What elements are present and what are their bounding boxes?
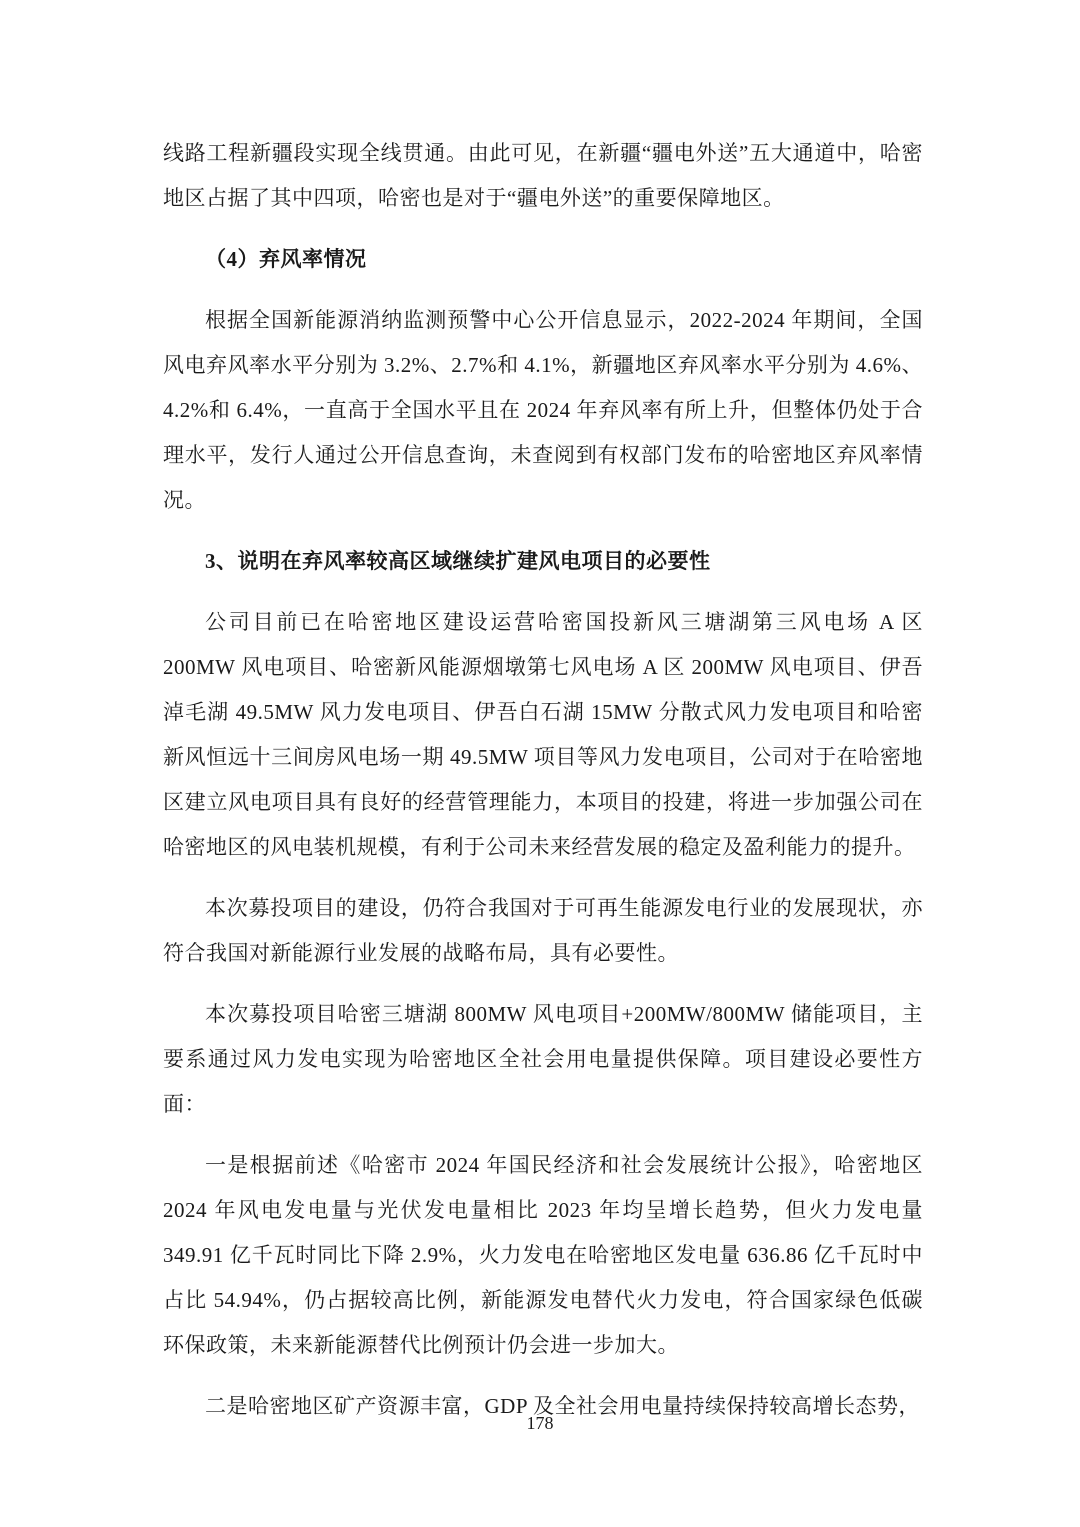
body-paragraph-continuation: 线路工程新疆段实现全线贯通。由此可见，在新疆“疆电外送”五大通道中，哈密地区占据了其中四项，哈密也是对于“疆电外送”的重要保障地区。 [163, 141, 923, 210]
body-paragraph-reason-two: 二是哈密地区矿产资源丰富，GDP 及全社会用电量持续保持较高增长态势， [205, 1394, 920, 1418]
document-body [163, 131, 923, 1445]
page-number: 178 [526, 1413, 554, 1433]
body-paragraph-curtailment-rates: 根据全国新能源消纳监测预警中心公开信息显示，2022-2024 年期间，全国风电弃风率水平分别为 3.2%、2.7%和 4.1%，新疆地区弃风率水平分别为 4.6%、4.2%和 6.4%，一直高于全国水平且在 2024 年弃风率有所上升，但整体仍处于合理水平，发行人通过公开信息查询，未查阅到有权部门发布的哈密地区弃风率情况。 [163, 308, 923, 512]
section-heading-necessity: 3、说明在弃风率较高区域继续扩建风电项目的必要性 [205, 549, 711, 573]
body-paragraph-reason-one: 一是根据前述《哈密市 2024 年国民经济和社会发展统计公报》，哈密地区 2024 年风电发电量与光伏发电量相比 2023 年均呈增长趋势，但火力发电量 349.91 亿千瓦时同比下降 2.9%，火力发电在哈密地区发电量 636.86 亿千瓦时中占比 54.94%，仍占据较高比例，新能源发电替代火力发电，符合国家绿色低碳环保政策，未来新能源替代比例预计仍会进一步加大。 [163, 1153, 923, 1357]
section-heading-qifenglv: （4）弃风率情况 [205, 247, 367, 271]
body-paragraph-project-construction: 本次募投项目的建设，仍符合我国对于可再生能源发电行业的发展现状，亦符合我国对新能源行业发展的战略布局，具有必要性。 [163, 896, 923, 965]
body-paragraph-fundraising-project: 本次募投项目哈密三塘湖 800MW 风电项目+200MW/800MW 储能项目，主要系通过风力发电实现为哈密地区全社会用电量提供保障。项目建设必要性方面： [163, 1002, 923, 1116]
body-paragraph-existing-projects: 公司目前已在哈密地区建设运营哈密国投新风三塘湖第三风电场 A 区 200MW 风电项目、哈密新风能源烟墩第七风电场 A 区 200MW 风电项目、伊吾淖毛湖 49.5MW 风力发电项目、伊吾白石湖 15MW 分散式风力发电项目和哈密新风恒远十三间房风电场一期 49.5MW 项目等风力发电项目，公司对于在哈密地区建立风电项目具有良好的经营管理能力，本项目的投建，将进一步加强公司在哈密地区的风电装机规模，有利于公司未来经营发展的稳定及盈利能力的提升。 [163, 610, 923, 859]
